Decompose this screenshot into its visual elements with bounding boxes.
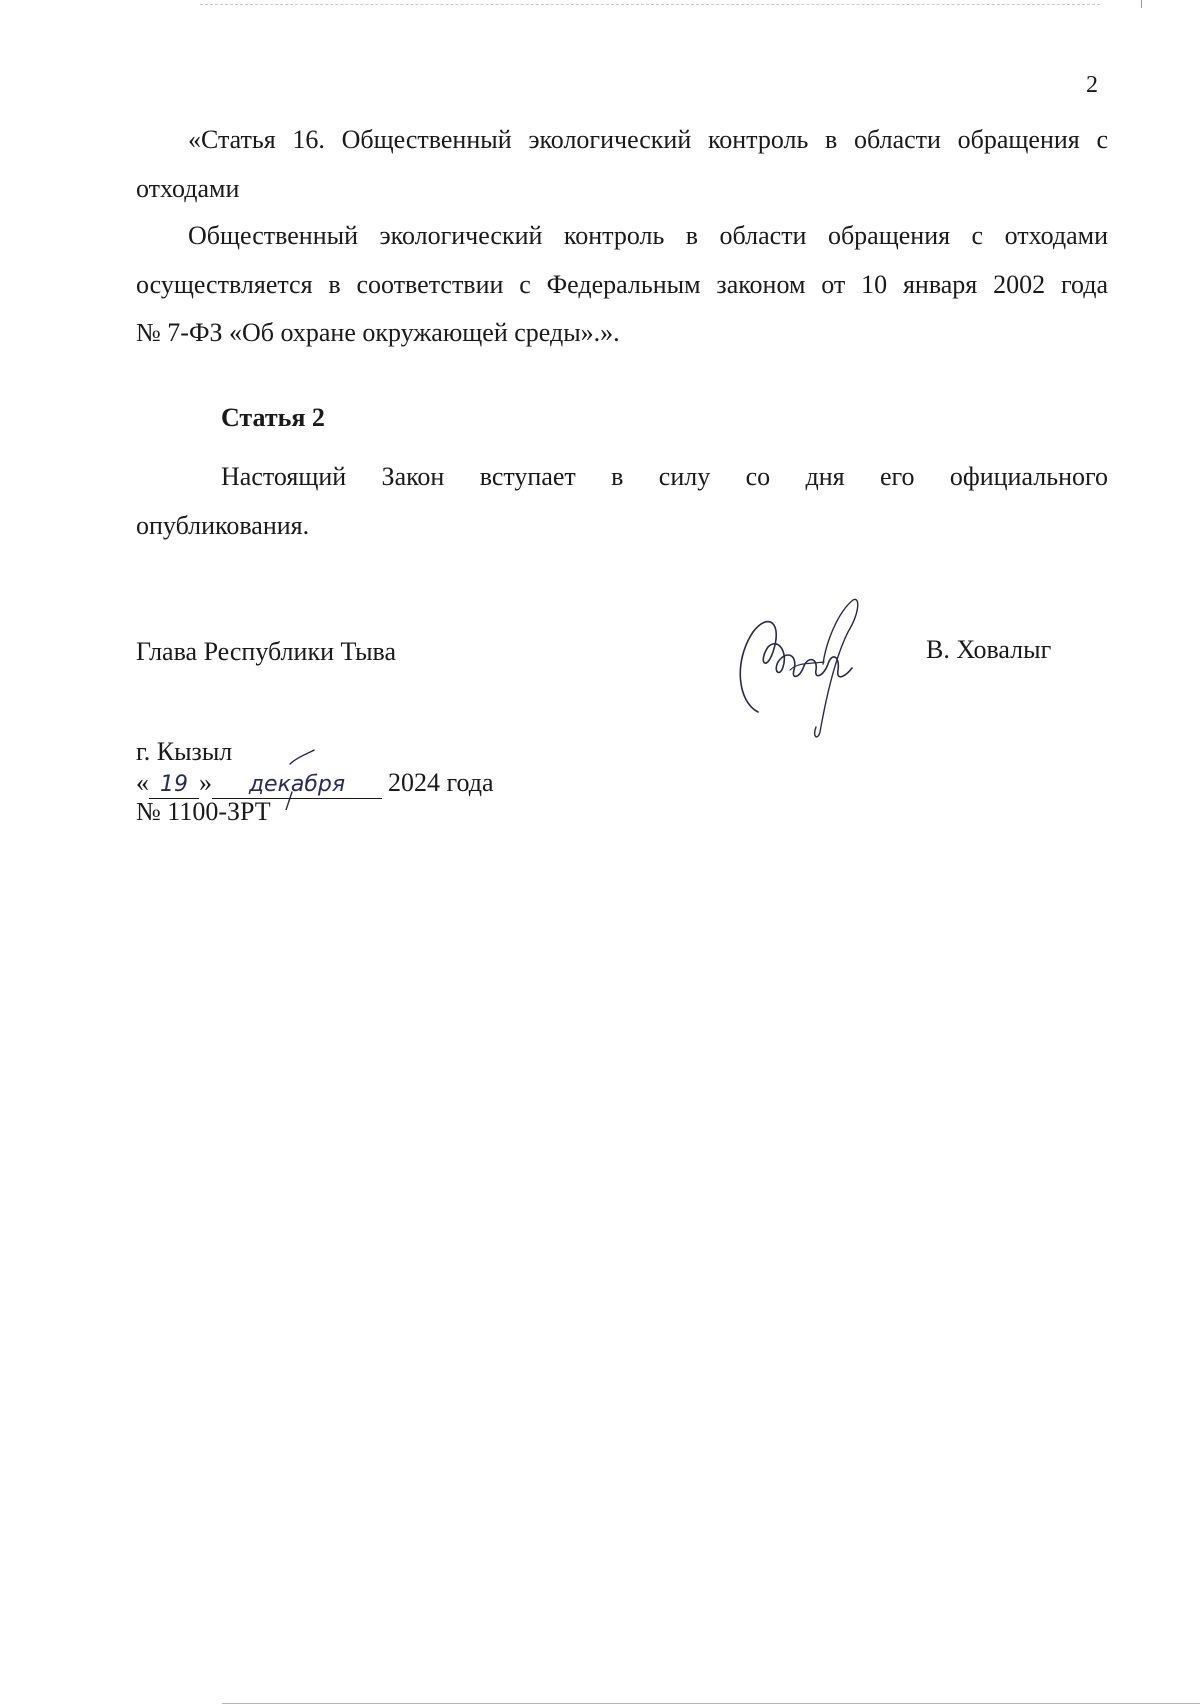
signer-title: Глава Республики Тыва (136, 637, 397, 666)
place-of-signing: г. Кызыл (136, 737, 233, 766)
date-close-quote: » (199, 768, 212, 797)
scan-edge-top (200, 4, 1100, 6)
scan-edge-right (1141, 0, 1142, 8)
page-number: 2 (1086, 72, 1098, 98)
law-number: № 1100-ЗРТ (136, 797, 271, 826)
signer-name: В. Ховалыг (926, 635, 1052, 664)
article-16-title-line-1: «Статья 16. Общественный экологический контроль в области обращения с (188, 125, 1108, 154)
date-year: 2024 года (388, 768, 494, 797)
handwritten-signature (728, 592, 878, 744)
article-16-body-line-2: осуществляется в соответствии с Федеральным законом от 10 января 2002 года (136, 270, 1108, 299)
scan-edge-bottom (222, 1703, 1200, 1704)
article-16-body-line-3: № 7-ФЗ «Об охране окружающей среды».». (136, 318, 620, 347)
article-2-body-line-1: Настоящий Закон вступает в силу со дня его официального (221, 462, 1108, 491)
date-open-quote: « (136, 768, 149, 797)
handwritten-mark (282, 748, 322, 810)
article-16-body-line-1: Общественный экологический контроль в области обращения с отходами (188, 221, 1108, 250)
article-2-body-line-2: опубликования. (136, 511, 310, 540)
date-day: 19 (149, 772, 199, 799)
date-month: декабря (212, 772, 382, 799)
article-16-title-line-2: отходами (136, 174, 240, 203)
article-2-heading: Статья 2 (221, 403, 325, 432)
